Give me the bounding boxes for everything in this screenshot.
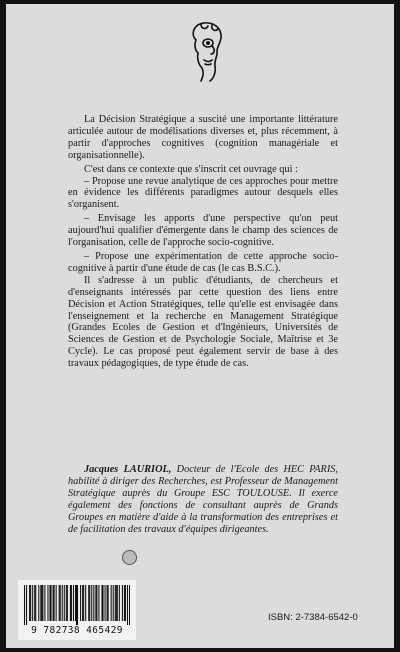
barcode-bar	[83, 585, 84, 621]
author-name: Jacques LAURIOL,	[84, 464, 172, 475]
barcode-bar	[34, 585, 35, 621]
paragraph-point-1: – Propose une revue analytique de ces approches pour mettre en évidence les différents paradigmes autour desquels elles s'organisent.	[68, 175, 338, 211]
barcode-bar	[30, 585, 31, 621]
paragraph-context: C'est dans ce contexte que s'inscrit cet ouvrage qui :	[84, 163, 298, 175]
barcode-bar	[29, 585, 30, 621]
barcode-bar	[42, 585, 43, 621]
paragraph-intro: La Décision Stratégique a suscité une importante littérature articulée autour de modélisations diverses et, plus récemment, à partir d'approches cognitives (cognition managériale et organisationnelle).	[68, 114, 338, 161]
barcode-bar	[62, 585, 63, 621]
barcode-bar	[89, 585, 90, 621]
isbn-label: ISBN: 2-7384-6542-0	[268, 612, 358, 623]
barcode-bar	[113, 585, 114, 621]
barcode-bar	[95, 585, 96, 621]
barcode-bar	[53, 585, 54, 621]
summary-text	[68, 114, 338, 370]
barcode-bar	[26, 585, 27, 625]
barcode-bar	[73, 585, 74, 621]
barcode-bar	[24, 585, 25, 625]
paragraph-point-3: – Propose une expérimentation de cette approche socio-cognitive à partir d'une étude de cas (le cas B.S.C.).	[68, 250, 338, 274]
barcode-bar	[40, 585, 41, 621]
barcode-bar	[54, 585, 55, 621]
barcode-bar	[75, 585, 76, 621]
barcode-bar	[47, 585, 48, 621]
publisher-head-logo-icon	[184, 20, 228, 84]
author-bio	[68, 464, 338, 535]
barcode-bar	[116, 585, 117, 621]
barcode-bar	[127, 585, 128, 625]
barcode-bar	[115, 585, 116, 621]
back-cover	[6, 4, 394, 648]
barcode-bar	[77, 585, 78, 625]
barcode-bar	[49, 585, 50, 621]
barcode-bar	[129, 585, 130, 625]
stamp-mark	[122, 550, 137, 565]
barcode-bar	[102, 585, 103, 621]
barcode-bar	[107, 585, 108, 621]
barcode	[18, 580, 136, 640]
barcode-bar	[111, 585, 112, 621]
barcode-bar	[88, 585, 89, 621]
barcode-bars	[24, 585, 130, 625]
paragraph-point-2: – Envisage les apports d'une perspective qu'on peut aujourd'hui qualifier d'émergente dans le champ des sciences de l'organisation, celle de l'approche socio-cognitive.	[68, 213, 338, 249]
barcode-bar	[98, 585, 99, 621]
paragraph-audience: Il s'adresse à un public d'étudiants, de chercheurs et d'enseignants intéressés par cette question des liens entre Décision et Action Stratégiques, telle qu'elle est envisagée dans l'enseignement et la recherche en Management Stratégique (Grandes Ecoles de Gestion et d'Ingénieurs, Universités de Sciences de Gestion et de Psychologie Sociale, Maîtrise et 3e Cycle). Le cas proposé peut également servir de base à des travaux pédagogiques, de type étude de cas.	[68, 274, 338, 370]
barcode-bar	[59, 585, 60, 621]
barcode-bar	[80, 585, 81, 621]
barcode-bar	[38, 585, 39, 621]
author-description: Docteur de l'Ecole des HEC PARIS, habilité à diriger des Recherches, est Professeur de Management Stratégique auprès du Groupe ESC TOULOUSE. Il exerce également des fonctions de consultant auprès de Grands Groupes en matière d'aide à la transformation des entreprises et de facilitation des travaux d'équipes dirigeantes.	[68, 464, 339, 535]
barcode-bar	[96, 585, 97, 621]
barcode-bar	[91, 585, 92, 621]
barcode-bar	[122, 585, 123, 621]
barcode-bar	[108, 585, 109, 621]
barcode-bar	[93, 585, 94, 621]
barcode-bar	[66, 585, 67, 621]
barcode-bar	[35, 585, 36, 621]
barcode-bar	[44, 585, 45, 621]
barcode-bar	[71, 585, 72, 621]
barcode-bar	[82, 585, 83, 621]
barcode-bar	[41, 585, 42, 621]
barcode-bar	[70, 585, 71, 621]
barcode-bar	[125, 585, 126, 621]
barcode-bar	[124, 585, 125, 621]
barcode-bar	[101, 585, 102, 621]
barcode-bar	[117, 585, 118, 621]
barcode-bar	[85, 585, 86, 621]
barcode-bar	[119, 585, 120, 621]
barcode-bar	[105, 585, 106, 621]
barcode-bar	[56, 585, 57, 621]
barcode-bar	[64, 585, 65, 621]
barcode-bar	[32, 585, 33, 621]
barcode-bar	[67, 585, 68, 621]
barcode-bar	[76, 585, 77, 625]
barcode-bar	[51, 585, 52, 621]
barcode-bar	[60, 585, 61, 621]
barcode-number: 9 782738 465429	[31, 625, 123, 636]
